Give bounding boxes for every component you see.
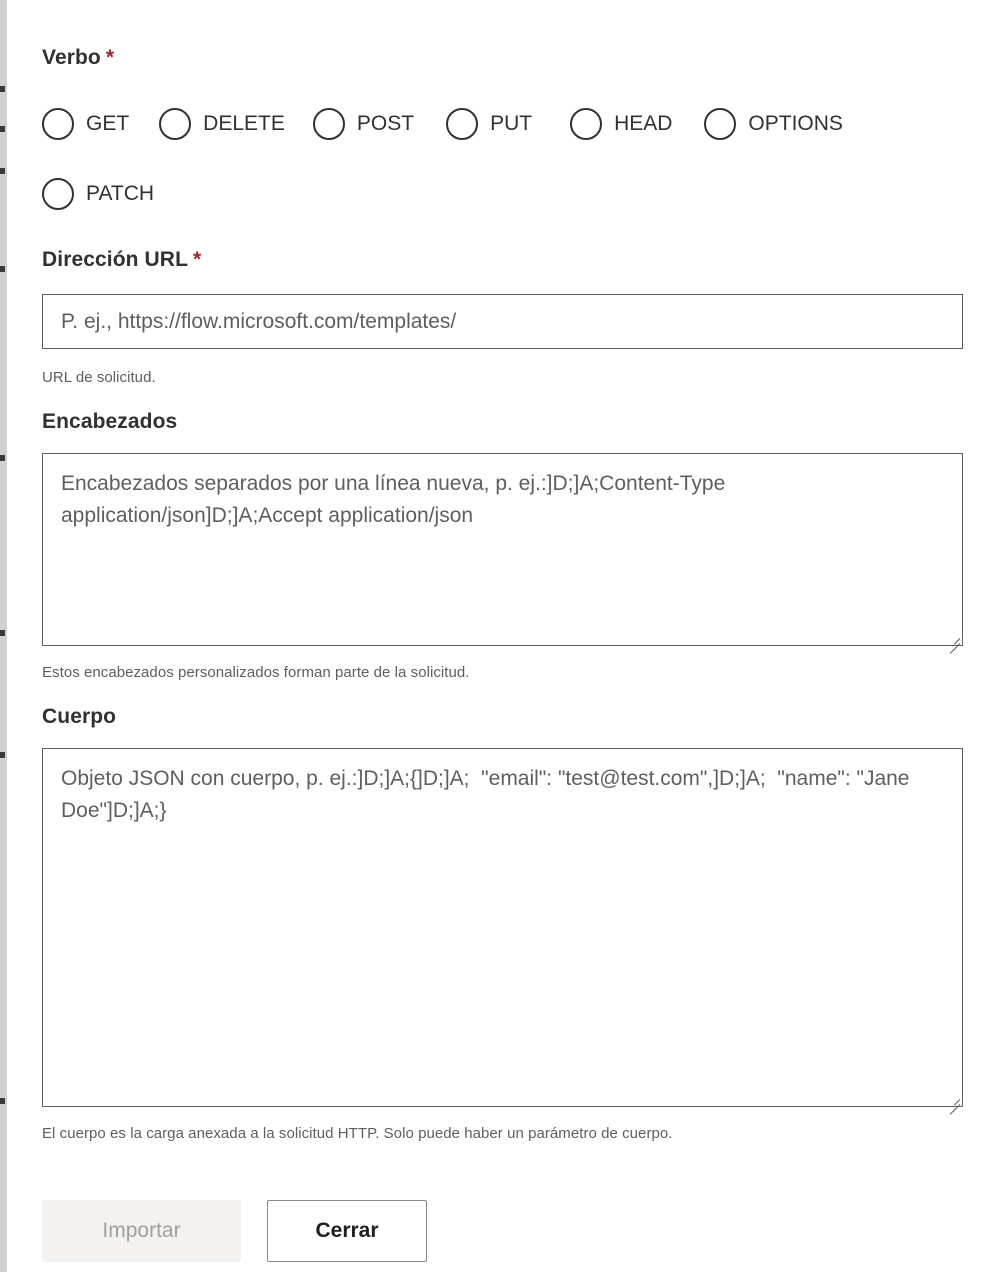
close-button[interactable]: Cerrar bbox=[267, 1200, 427, 1262]
verb-label-row bbox=[42, 46, 114, 70]
verb-radio-head[interactable] bbox=[570, 108, 672, 140]
url-required-asterisk: * bbox=[193, 248, 202, 271]
headers-description: Estos encabezados personalizados forman parte de la solicitud. bbox=[42, 664, 470, 681]
headers-textarea[interactable] bbox=[42, 453, 963, 646]
verb-radio-patch-label: PATCH bbox=[86, 182, 155, 205]
verb-radio-head-label: HEAD bbox=[614, 112, 673, 135]
verb-required-asterisk: * bbox=[105, 46, 115, 69]
left-edge-mark bbox=[0, 630, 5, 636]
verb-radio-group-row-1 bbox=[42, 108, 843, 140]
left-edge-mark bbox=[0, 168, 5, 174]
body-label: Cuerpo bbox=[42, 705, 117, 728]
verb-radio-get-label: GET bbox=[86, 112, 130, 135]
headers-label: Encabezados bbox=[42, 410, 178, 433]
radio-circle-icon[interactable] bbox=[159, 108, 191, 140]
left-edge-mark bbox=[0, 455, 5, 461]
verb-radio-post-label: POST bbox=[356, 112, 415, 135]
radio-circle-icon[interactable] bbox=[704, 108, 736, 140]
url-input[interactable] bbox=[42, 294, 963, 349]
verb-radio-options[interactable] bbox=[704, 108, 843, 140]
verb-radio-group-row-2 bbox=[42, 178, 154, 210]
headers-label-row bbox=[42, 410, 177, 434]
verb-radio-delete-label: DELETE bbox=[203, 112, 285, 135]
radio-circle-icon[interactable] bbox=[570, 108, 602, 140]
verb-radio-options-label: OPTIONS bbox=[748, 112, 843, 135]
url-description: URL de solicitud. bbox=[42, 369, 156, 386]
import-button[interactable]: Importar bbox=[42, 1200, 241, 1262]
verb-radio-put-label: PUT bbox=[490, 112, 533, 135]
verb-radio-put[interactable] bbox=[446, 108, 532, 140]
verb-radio-get[interactable] bbox=[42, 108, 129, 140]
left-edge-mark bbox=[0, 266, 5, 272]
verb-radio-post[interactable] bbox=[313, 108, 414, 140]
verb-label: Verbo bbox=[42, 46, 101, 69]
left-edge-mark bbox=[0, 752, 5, 758]
left-edge-mark bbox=[0, 86, 5, 92]
left-edge-mark bbox=[0, 1098, 5, 1104]
url-label-row bbox=[42, 248, 201, 272]
body-label-row bbox=[42, 705, 116, 729]
verb-radio-patch[interactable] bbox=[42, 178, 154, 210]
radio-circle-icon[interactable] bbox=[446, 108, 478, 140]
radio-circle-icon[interactable] bbox=[313, 108, 345, 140]
left-edge-mark bbox=[0, 126, 5, 132]
radio-circle-icon[interactable] bbox=[42, 108, 74, 140]
radio-circle-icon[interactable] bbox=[42, 178, 74, 210]
body-description: El cuerpo es la carga anexada a la solicitud HTTP. Solo puede haber un parámetro de cuerpo. bbox=[42, 1125, 673, 1142]
url-label: Dirección URL bbox=[42, 248, 188, 271]
left-panel-edge bbox=[0, 0, 7, 1272]
dialog-actions bbox=[42, 1200, 427, 1262]
body-textarea[interactable] bbox=[42, 748, 963, 1107]
verb-radio-delete[interactable] bbox=[159, 108, 285, 140]
